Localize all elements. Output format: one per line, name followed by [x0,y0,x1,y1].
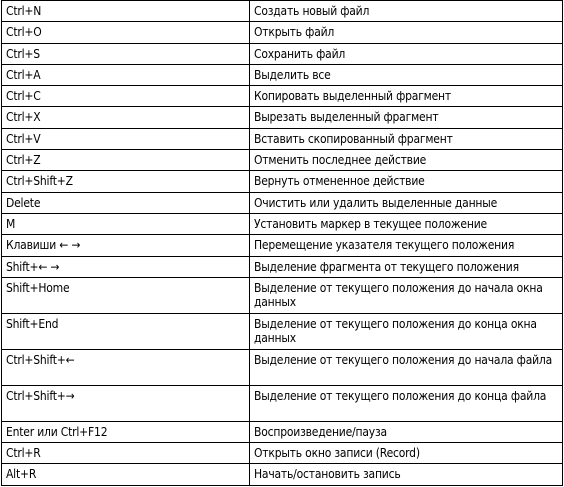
shortcut-key: Shift+← → [2,256,250,277]
table-row [2,107,563,128]
shortcut-key: Enter или Ctrl+F12 [2,421,250,442]
shortcut-description: Перемещение указателя текущего положения [250,235,563,256]
shortcut-key: Ctrl+X [2,107,250,128]
shortcut-key: Ctrl+N [2,1,250,22]
shortcut-description: Установить маркер в текущее положение [250,213,563,234]
shortcut-description: Выделить все [250,64,563,85]
table-row [2,64,563,85]
table-row [2,313,563,349]
shortcut-description: Выделение от текущего положения до начала файла [250,349,563,385]
shortcut-description: Открыть файл [250,22,563,43]
table-row [2,192,563,213]
shortcut-key: Ctrl+V [2,128,250,149]
table-row [2,256,563,277]
shortcut-key: Ctrl+R [2,443,250,464]
shortcut-key: Ctrl+O [2,22,250,43]
table-row [2,43,563,64]
shortcut-key: Shift+End [2,313,250,349]
table-row [2,464,563,485]
shortcut-description: Выделение фрагмента от текущего положения [250,256,563,277]
shortcut-description: Выделение от текущего положения до начала окна данных [250,277,563,313]
shortcut-key: Ctrl+Shift+← [2,349,250,385]
shortcut-description: Сохранить файл [250,43,563,64]
table-row [2,171,563,192]
table-row [2,213,563,234]
table-row [2,235,563,256]
shortcut-key: Ctrl+S [2,43,250,64]
shortcut-description: Открыть окно записи (Record) [250,443,563,464]
table-row [2,150,563,171]
table-row [2,1,563,22]
shortcut-key: Клавиши ← → [2,235,250,256]
shortcut-key: Ctrl+Z [2,150,250,171]
table-row [2,22,563,43]
table-row [2,385,563,421]
shortcut-key: Ctrl+C [2,86,250,107]
shortcut-key: Ctrl+Shift+Z [2,171,250,192]
shortcut-description: Отменить последнее действие [250,150,563,171]
table-row [2,277,563,313]
shortcuts-table-body [2,1,563,486]
shortcut-key: Ctrl+Shift+→ [2,385,250,421]
shortcut-description: Вырезать выделенный фрагмент [250,107,563,128]
shortcut-description: Выделение от текущего положения до конца файла [250,385,563,421]
shortcut-description: Выделение от текущего положения до конца окна данных [250,313,563,349]
shortcut-description: Очистить или удалить выделенные данные [250,192,563,213]
shortcut-description: Начать/остановить запись [250,464,563,485]
table-row [2,349,563,385]
shortcut-key: M [2,213,250,234]
shortcut-key: Delete [2,192,250,213]
shortcut-description: Копировать выделенный фрагмент [250,86,563,107]
table-row [2,86,563,107]
shortcut-key: Alt+R [2,464,250,485]
shortcut-description: Воспроизведение/пауза [250,421,563,442]
shortcut-description: Создать новый файл [250,1,563,22]
table-row [2,421,563,442]
table-row [2,443,563,464]
shortcuts-table [1,0,563,486]
table-row [2,128,563,149]
shortcut-key: Ctrl+A [2,64,250,85]
shortcut-key: Shift+Home [2,277,250,313]
shortcut-description: Вернуть отмененное действие [250,171,563,192]
shortcut-description: Вставить скопированный фрагмент [250,128,563,149]
